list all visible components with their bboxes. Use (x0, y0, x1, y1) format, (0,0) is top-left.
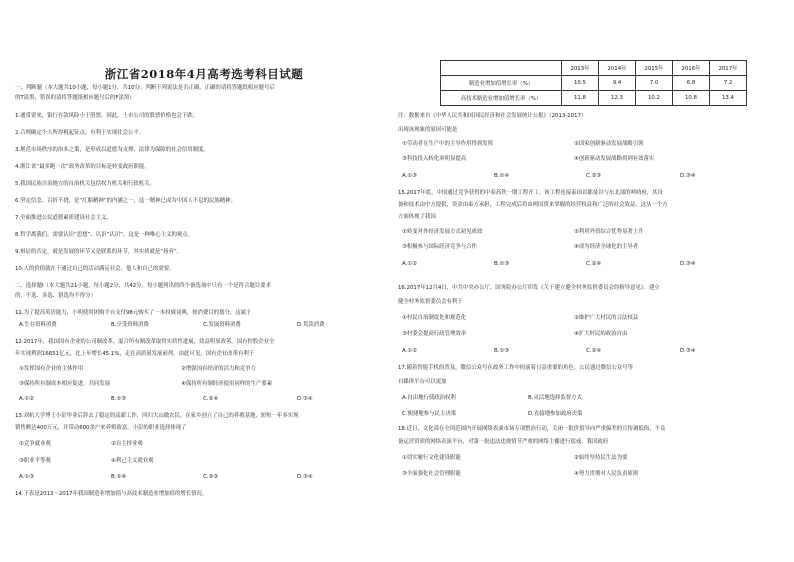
table-cell: 6.8 (673, 76, 710, 91)
q14-statement-4: ④创新驱动发展战略得到有效落实 (574, 156, 655, 162)
q14-answer-b: B.①④ (494, 173, 510, 179)
q13-statement-2: ②自主择业观 (111, 441, 143, 447)
table-cell: 7.2 (710, 76, 747, 91)
q14-answer-c: C.②③ (586, 173, 602, 179)
q12-answer-d: D.③④ (297, 396, 313, 402)
table-header-row (441, 61, 747, 76)
table-header-cell: 2013年 (562, 61, 599, 76)
q14-statement-3: ③科技投入转化率明显提高 (402, 156, 467, 162)
q16-answer-c: C.②④ (586, 348, 602, 354)
q14-answer-a: A.①③ (402, 173, 417, 179)
table-header-cell: 2016年 (673, 61, 710, 76)
growth-rate-table (440, 60, 747, 106)
question-16-line1: 16.2017年12月4日，中共中央办公厅、国务院办公厅印发《关于建立健全村务监督委员会的指导意见》。建立 (398, 285, 660, 291)
q16-answer-a: A.①② (402, 348, 417, 354)
table-source-note: 注：数据来自《中华人民共和国国民经济和社会发展统计公报》（2013-2017） (398, 113, 587, 119)
q15-statement-1: ①转变对外经济发展方式初见成效 (402, 229, 483, 235)
question-15-line1: 15.2017年底，中国通过竞争获得的中泰高铁一期工程开工。该工程连接泰国首都曼谷与东北部的呵叻府，其设 (398, 190, 663, 196)
q12-statement-3: ③保持所有制成本相应促进、共同发展 (19, 381, 111, 387)
q15-statement-4: ④成为经济全球化的主导者 (574, 244, 639, 250)
table-cell: 9.4 (599, 76, 636, 91)
q16-statement-4: ④扩大村民的政治自由 (574, 331, 628, 337)
q13-statement-1: ①竞争就业观 (19, 441, 51, 447)
q12-answer-a: A.①② (19, 396, 34, 402)
table-row-label: 高技术制造业增加值增长率（%） (441, 91, 562, 106)
table-cell: 10.2 (636, 91, 673, 106)
q12-statement-1: ①发挥国有企业的主体作用 (19, 366, 84, 372)
q15-statement-3: ③积极参与国际经济竞争与合作 (402, 244, 477, 250)
q11-option-b: B.享受资料消费 (111, 322, 149, 328)
statement-10: 10.人的价值就在于通过自己的活动满足社会、他人和自己的需要。 (15, 266, 175, 272)
q16-answer-d: D.③④ (680, 348, 696, 354)
q16-statement-3: ③村委会提高行政管理效率 (402, 331, 467, 337)
question-16-line2: 健全村务监督委员会有利于 (398, 299, 463, 305)
q18-statement-2: ②始终坚持民生法为要 (574, 455, 628, 461)
table-header-cell: 2017年 (710, 61, 747, 76)
statement-8: 8.哲学离我们，需要认识“思想”、认识“认识”，这是一种唯心主义的观点。 (15, 232, 194, 238)
table-row (441, 91, 747, 106)
q12-statement-4: ④保持所有制经济使用同样的生产要素 (181, 381, 273, 387)
q16-answer-b: B.①③ (494, 348, 510, 354)
q17-option-c: C.便捷地参与民主决策 (402, 411, 456, 417)
table-cell: 10.5 (562, 76, 599, 91)
table-header-cell: 2014年 (599, 61, 636, 76)
table-cell: 10.8 (673, 91, 710, 106)
q13-answer-a: A.①③ (19, 474, 34, 480)
question-13-line2: 销售额达400万元，并带动600余户来养殖致富。小彭的职业选择体现了 (15, 425, 187, 431)
q17-option-d: D.直接地参加政府决策 (528, 411, 583, 417)
statement-2: 2.合理确定个人所得税起征点，有利于实现社会公平。 (15, 130, 145, 136)
q13-answer-b: B.①④ (111, 474, 127, 480)
table-cell: 12.3 (599, 91, 636, 106)
statement-6: 6.坚定信念、百折不挠，是“红船精神”的内涵之一，这一精神已成为中国人不息的民族精神。 (15, 198, 236, 204)
table-cell: 11.8 (562, 91, 599, 106)
section1-heading-cont: 的T涂黑，错误的请将答题纸相应题号后的F涂黑） (15, 95, 135, 101)
question-14: 14.下表是2013～2017年我国制造业增加值与高技术制造业增加值的增长情况。 (15, 491, 208, 497)
q15-answer-d: D.③④ (680, 261, 696, 267)
statement-4: 4.浙江省“最多跑一次”政务改革的目标是转变政府职能。 (15, 164, 150, 170)
statement-3: 3.规范市场秩序的治本之策，是形成以道德为支撑、法律为保障的社会信用制度。 (15, 147, 209, 153)
section2-heading: 二、选择题Ⅰ（本大题共21小题，每小题2分，共42分。每小题列出的四个备选项中只有一个是符合题目要求 (15, 283, 271, 289)
section1-heading: 一、判断题（本大题共10小题，每小题1分，共10分。判断下列说法是否正确，正确的请将答题纸相应题号后 (15, 85, 275, 91)
table-header-cell: 2015年 (636, 61, 673, 76)
q12-statement-2: ②增强国有经济的活力和竞争力 (181, 366, 256, 372)
table-row (441, 76, 747, 91)
question-12-line2: 年实现利润16651亿元，比上年增长45.1%，走在高质量发展前列。由此可见，国有企业改革有利于 (15, 351, 255, 357)
question-18-line2: 备运营资质的网络表演平台，对第一批违法违规情节严重的网络主播进行惩戒，我国政府 (398, 439, 609, 445)
q13-statement-4: ④利己主义就业观 (111, 458, 154, 464)
statement-1: 1.通常说来，银行存款风险小于股票，因此，上市公司的股票价格也会下跌。 (15, 113, 199, 119)
q17-option-a: A.自由地行使政治权利 (402, 395, 456, 401)
question-13-line1: 13.刘杭大学博士小彭毕业后辞去了稳定的高薪工作，回归大山做农民。在家乡创立了自己的养殖基地，短短一年多实现 (15, 413, 299, 419)
table-cell: 13.4 (710, 91, 747, 106)
q14-statement-1: ①劳动者在生产中的主导作用得到发挥 (402, 141, 494, 147)
table-cell: 7.0 (636, 76, 673, 91)
q16-statement-2: ②维护广大村民的合法权益 (574, 315, 639, 321)
page-title: 浙江省2018年4月高考选考科目试题 (104, 67, 304, 81)
q12-answer-b: B.①③ (111, 396, 127, 402)
question-15-line3: 方面体现了我国 (398, 214, 436, 220)
question-15-line2: 备和技术由中方提供，资金由泰方承担，工程完成后将由两国将来掌握的经营权益和广泛的社会效益。这从一个方 (398, 202, 668, 208)
question-18-line1: 18.近日，文化部在全国范围内开展网络表演市场专项整治行动，关闭一批价值导向严重偏差的宣传调低俗、不良 (398, 426, 666, 432)
q16-statement-1: ①村民自治制度化和规范化 (402, 315, 467, 321)
q18-statement-1: ①切实履行文化建设职能 (402, 455, 461, 461)
q15-statement-2: ②利用外资综合优势显著上升 (574, 229, 644, 235)
statement-7: 7.全面推进公民道德素质建设社会主义。 (15, 215, 112, 221)
q17-option-b: B.灵活地选择监督方式 (528, 395, 582, 401)
table-corner-cell (441, 61, 562, 76)
question-17-line2: 自媒体平台可以更加 (398, 379, 447, 385)
q12-answer-c: C.②④ (203, 396, 219, 402)
q13-statement-3: ③职业平等观 (19, 458, 51, 464)
q11-option-c: C.发展资料消费 (203, 322, 241, 328)
q11-option-a: A.生存资料消费 (19, 322, 57, 328)
q14-statement-2: ②国家创新驱动发展战略引领 (574, 141, 644, 147)
q11-option-d: D.贷款消费 (297, 322, 325, 328)
question-12-line1: 12.2017年，我国国有企业的公司制改革、混合所有制改革取得实质性进展，效益明显改善。国有控股企业全 (15, 339, 275, 345)
q14-answer-d: D.③④ (680, 173, 696, 179)
q15-answer-c: C.②④ (586, 261, 602, 267)
table-row-label: 制造业增加值增长率（%） (441, 76, 562, 91)
q13-answer-c: C.②③ (203, 474, 219, 480)
statement-9: 9.辩证的否定，就是发展的环节又是联系的环节，其实质就是“扬弃”。 (15, 249, 183, 255)
question-17-line1: 17.随着智能手机的普及，微信公众号在政务工作中扮演着日益重要的角色。公民通过微信公众号等 (398, 365, 633, 371)
q18-statement-3: ③全面强化社会管理职能 (402, 471, 461, 477)
question-11: 11.为了提高英语能力，小明使用团购平台支付98元购买了一本权威词典，按消费目的划分，这属于 (15, 310, 252, 316)
statement-5: 5.我国民族自治地方的自治机关包括权力机关和行政机关。 (15, 181, 155, 187)
question-14-stem: 出现该现象的原因可能是 (398, 127, 458, 133)
section2-heading-cont: 的，不选、多选、错选均不得分） (15, 293, 96, 299)
q13-answer-d: D.③④ (297, 474, 313, 480)
q15-answer-b: B.①③ (494, 261, 510, 267)
q18-statement-4: ④努力贯彻对人民负责原则 (574, 471, 639, 477)
q15-answer-a: A.①② (402, 261, 417, 267)
